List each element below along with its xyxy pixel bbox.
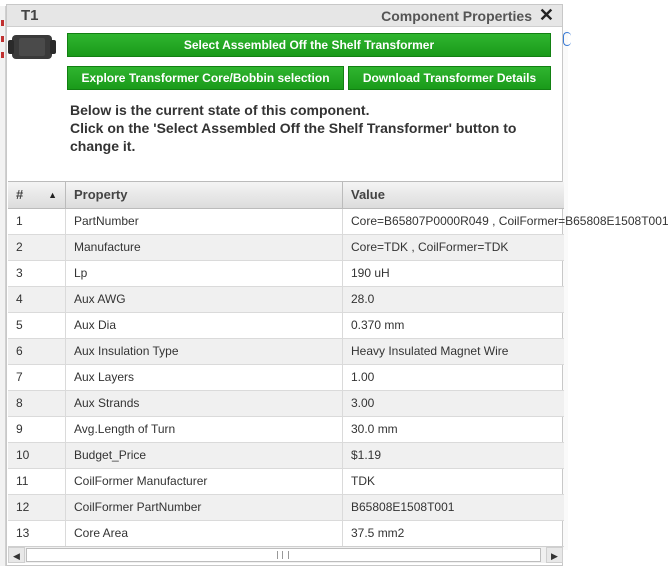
cell-number: 1 <box>8 209 66 234</box>
table-header <box>8 182 564 209</box>
cell-number: 9 <box>8 417 66 442</box>
table-row[interactable] <box>8 443 564 469</box>
scrollbar-thumb[interactable] <box>26 548 541 562</box>
background-mark <box>1 36 4 42</box>
table-row[interactable] <box>8 235 564 261</box>
table-row[interactable] <box>8 261 564 287</box>
cell-property: CoilFormer Manufacturer <box>66 469 343 494</box>
cell-number: 13 <box>8 521 66 546</box>
table-row[interactable] <box>8 365 564 391</box>
cell-property: Aux Dia <box>66 313 343 338</box>
horizontal-scrollbar[interactable] <box>8 546 563 563</box>
cell-number: 2 <box>8 235 66 260</box>
cell-number: 10 <box>8 443 66 468</box>
description <box>70 101 550 155</box>
cell-value: 190 uH <box>351 266 390 280</box>
cell-number: 11 <box>8 469 66 494</box>
cell-number: 12 <box>8 495 66 520</box>
cell-property: Aux AWG <box>66 287 343 312</box>
cell-property: Avg.Length of Turn <box>66 417 343 442</box>
scroll-right-arrow-icon[interactable]: ▶ <box>546 547 563 563</box>
sort-ascending-icon[interactable]: ▲ <box>48 190 57 200</box>
column-header-number[interactable] <box>8 182 66 209</box>
table-row[interactable] <box>8 339 564 365</box>
background-mark <box>1 20 4 26</box>
scrollbar-grip-icon <box>277 551 289 559</box>
cell-property: PartNumber <box>66 209 343 234</box>
table-row[interactable] <box>8 313 564 339</box>
cell-number: 4 <box>8 287 66 312</box>
dialog-title: Component Properties <box>381 8 532 24</box>
cell-property: CoilFormer PartNumber <box>66 495 343 520</box>
component-properties-dialog <box>6 4 669 566</box>
partial-blue-icon <box>563 32 571 46</box>
table-body <box>8 209 669 547</box>
cell-value: 30.0 mm <box>351 422 398 436</box>
cell-value: 28.0 <box>351 292 375 306</box>
cell-value: TDK <box>351 474 375 488</box>
cell-value: 3.00 <box>351 396 375 410</box>
cell-property: Aux Strands <box>66 391 343 416</box>
table-row[interactable] <box>8 521 564 547</box>
cell-property: Aux Layers <box>66 365 343 390</box>
table-row[interactable] <box>8 469 564 495</box>
cell-property: Core Area <box>66 521 343 546</box>
cell-property: Lp <box>66 261 343 286</box>
description-line-2: Click on the 'Select Assembled Off the Shelf Transformer' button to change it. <box>70 120 517 154</box>
background-mark <box>1 52 4 58</box>
table-row[interactable] <box>8 287 564 313</box>
cell-value: 37.5 mm2 <box>351 526 405 540</box>
table-row[interactable] <box>8 417 564 443</box>
cell-property: Aux Insulation Type <box>66 339 343 364</box>
scroll-left-arrow-icon[interactable]: ◀ <box>8 547 25 563</box>
cell-number: 5 <box>8 313 66 338</box>
table-row[interactable] <box>8 495 564 521</box>
column-header-value[interactable]: Value <box>351 187 385 202</box>
cell-value: Core=B65807P0000R049 , CoilFormer=B65808E1508T001 <box>351 214 669 228</box>
cell-property: Budget_Price <box>66 443 343 468</box>
column-header-number-label: # <box>16 187 24 202</box>
table-row[interactable] <box>8 391 564 417</box>
cell-value: $1.19 <box>351 448 382 462</box>
cell-number: 8 <box>8 391 66 416</box>
cell-number: 6 <box>8 339 66 364</box>
properties-table <box>8 181 669 547</box>
download-details-button[interactable]: Download Transformer Details <box>348 66 551 90</box>
cell-value: 0.370 mm <box>351 318 405 332</box>
dialog-titlebar[interactable] <box>7 5 562 27</box>
cell-value: Heavy Insulated Magnet Wire <box>351 344 509 358</box>
cell-number: 3 <box>8 261 66 286</box>
cell-value: B65808E1508T001 <box>351 500 455 514</box>
description-line-1: Below is the current state of this component. <box>70 102 370 118</box>
column-header-property[interactable]: Property <box>66 182 343 209</box>
cell-value: 1.00 <box>351 370 375 384</box>
table-row[interactable] <box>8 209 669 235</box>
select-transformer-button[interactable]: Select Assembled Off the Shelf Transformer <box>67 33 551 57</box>
component-tag: T1 <box>21 7 39 24</box>
cell-property: Manufacture <box>66 235 343 260</box>
close-icon[interactable]: ✕ <box>538 5 554 25</box>
explore-core-bobbin-button[interactable]: Explore Transformer Core/Bobbin selection <box>67 66 344 90</box>
cell-value: Core=TDK , CoilFormer=TDK <box>351 240 509 254</box>
cell-number: 7 <box>8 365 66 390</box>
transformer-thumbnail <box>7 32 57 62</box>
